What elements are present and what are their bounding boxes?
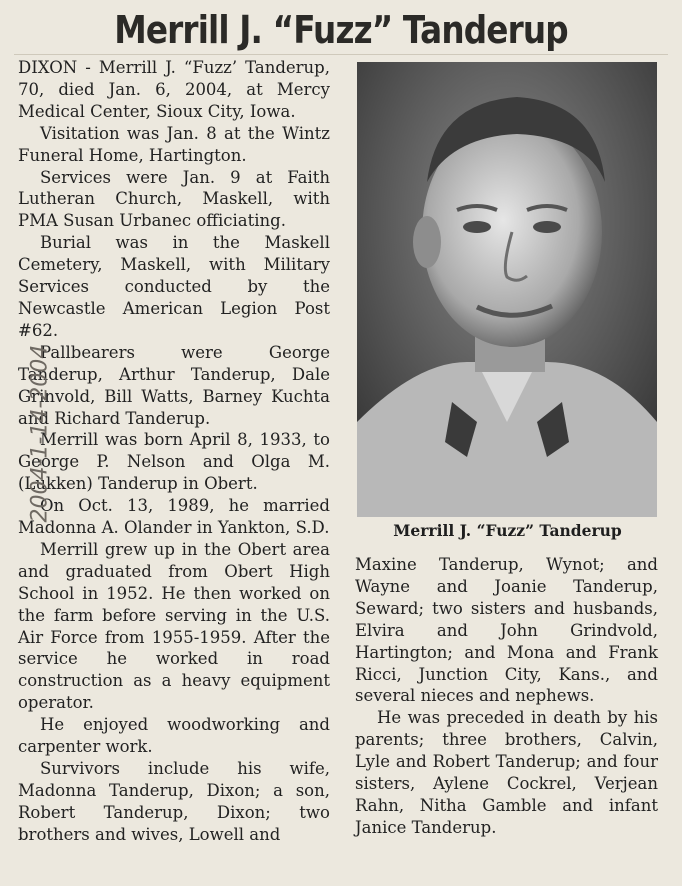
left-column <box>18 57 330 846</box>
paragraph-birth: Merrill was born April 8, 1933, to George P. Nelson and Olga M. (Lukken) Tanderup in Obert. <box>18 430 330 494</box>
portrait-illustration <box>357 62 657 517</box>
paragraph-services: Services were Jan. 9 at Faith Lutheran Church, Maskell, with PMA Susan Urbanec officiating. <box>18 167 330 231</box>
right-column <box>355 554 658 839</box>
paragraph-pallbearers: Pallbearers were George Tanderup, Arthur Tanderup, Dale Grinvold, Bill Watts, Barney Kuchta and Richard Tanderup. <box>18 342 330 428</box>
headline-rule <box>14 54 668 55</box>
paragraph-hobbies: He enjoyed woodworking and carpenter work. <box>18 715 330 757</box>
paragraph-burial: Burial was in the Maskell Cemetery, Maskell, with Military Services conducted by the Newcastle American Legion Post #62. <box>18 233 330 340</box>
obituary-headline: Merrill J. “Fuzz” Tanderup <box>114 8 568 52</box>
paragraph-survivors: Survivors include his wife, Madonna Tanderup, Dixon; a son, Robert Tanderup, Dixon; two brothers and wives, Lowell and <box>18 759 330 844</box>
paragraph-preceded: He was preceded in death by his parents; three brothers, Calvin, Lyle and Robert Tanderup; and four sisters, Aylene Cockrel, Verjean Rahn, Nitha Gamble and infant Janice Tanderup. <box>355 708 658 837</box>
paragraph-life: Merrill grew up in the Obert area and graduated from Obert High School in 1952. He then worked on the farm before serving in the U.S. Air Force from 1955-1959. After the service he worked in road construction as a heavy equipment operator. <box>18 539 330 713</box>
paragraph-survivors-continued: Maxine Tanderup, Wynot; and Wayne and Joanie Tanderup, Seward; two sisters and husbands, Elvira and John Grindvold, Hartington; and Mona and Frank Ricci, Junction City, Kans., and several nieces and nephews. <box>355 555 658 706</box>
handwritten-margin-date: 2004-1-14-2004 <box>27 344 53 523</box>
paragraph-visitation: Visitation was Jan. 8 at the Wintz Funeral Home, Hartington. <box>18 123 330 165</box>
paragraph-marriage: On Oct. 13, 1989, he married Madonna A. Olander in Yankton, S.D. <box>18 496 330 538</box>
photo-caption: Merrill J. “Fuzz” Tanderup <box>393 521 622 540</box>
portrait-photo <box>357 62 657 517</box>
paragraph-opening: DIXON - Merrill J. “Fuzz’ Tanderup, 70, died Jan. 6, 2004, at Mercy Medical Center, Sioux City, Iowa. <box>18 58 330 121</box>
